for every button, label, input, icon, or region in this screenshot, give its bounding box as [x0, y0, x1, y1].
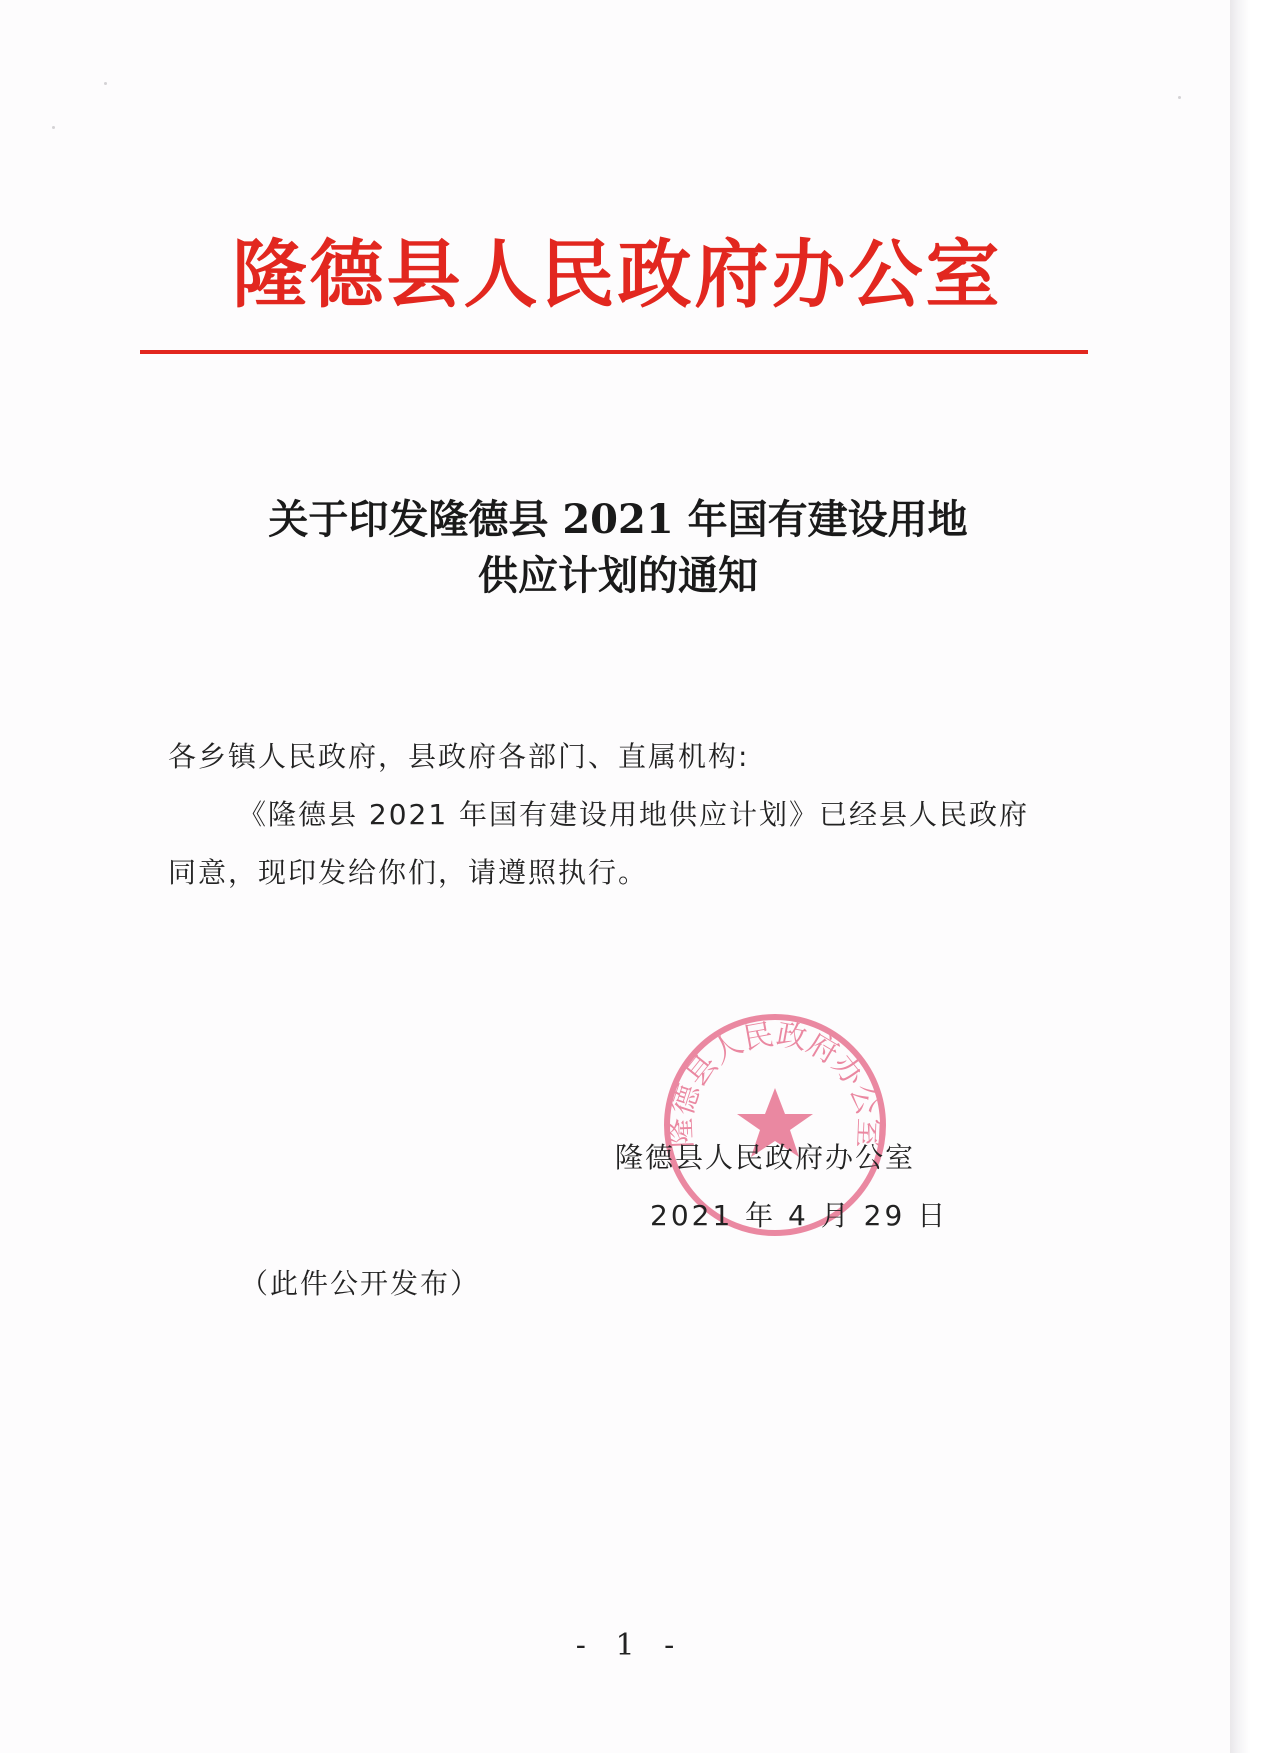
- scan-speck: [104, 82, 107, 85]
- salutation: 各乡镇人民政府，县政府各部门、直属机构:: [168, 740, 750, 773]
- issuing-authority-header: 隆德县人民政府办公室: [232, 232, 1003, 318]
- document-title-line2: 供应计划的通知: [478, 552, 758, 599]
- header-red-rule: [140, 350, 1088, 354]
- signature-office: 隆德县人民政府办公室: [615, 1141, 916, 1174]
- body-paragraph-line2: 同意，现印发给你们，请遵照执行。: [168, 856, 649, 889]
- publish-note: （此件公开发布）: [240, 1267, 481, 1300]
- signature-date: 2021 年 4 月 29 日: [650, 1199, 949, 1232]
- document-title-line1: 关于印发隆德县 2021 年国有建设用地: [268, 496, 968, 543]
- scan-speck: [1178, 96, 1181, 99]
- body-paragraph-line1: 《隆德县 2021 年国有建设用地供应计划》已经县人民政府: [238, 798, 1030, 831]
- scan-page-edge: [1230, 0, 1264, 1753]
- document-title: [150, 492, 1086, 604]
- page-number: - 1 -: [575, 1628, 685, 1663]
- seal-ring-text: 隆德县人民政府办公室: [663, 1017, 887, 1149]
- scan-speck: [52, 126, 55, 129]
